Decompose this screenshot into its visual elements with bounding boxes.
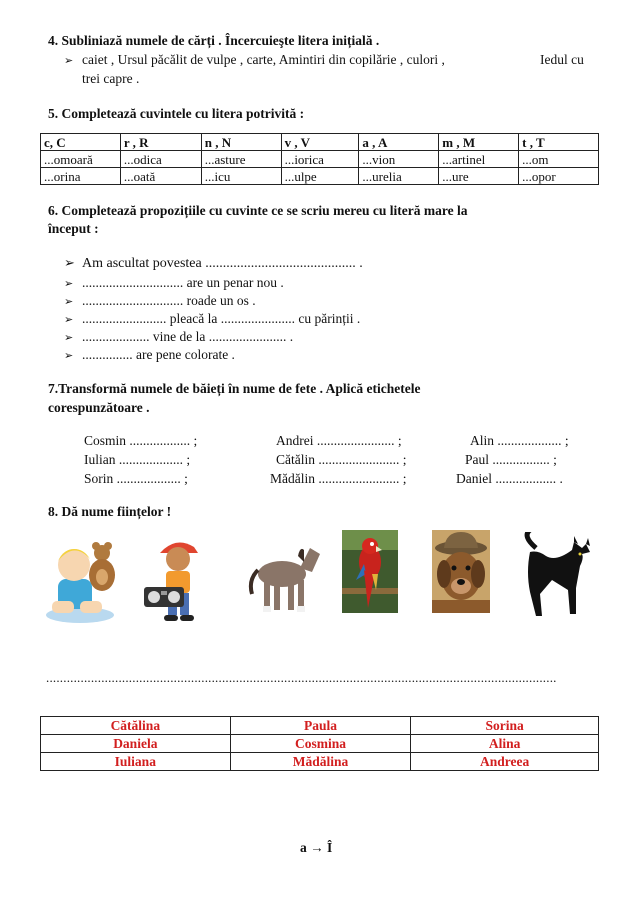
sentence-text: .............................. are un penar nou . [82,275,284,290]
table-cell: r , R [120,134,201,151]
table-cell: ...artinel [439,151,519,168]
table-cell: Daniela [41,735,231,753]
boy-name-row: Alin ................... ; [470,433,569,448]
table-cell: a , A [359,134,439,151]
table-cell: ...om [519,151,599,168]
list-item [64,293,256,309]
list-item [64,347,235,363]
table-cell: m , M [439,134,519,151]
boy-name-row: Sorin ................... ; [84,471,188,486]
ex4-words: caiet , Ursul păcălit de vulpe , carte, Amintiri din copilărie , culori , [82,52,445,67]
parrot-image [342,530,398,613]
ex4-line1 [64,52,445,68]
table-cell: ...ulpe [281,168,359,185]
table-row [41,735,599,753]
table-cell: ...icu [201,168,281,185]
table-cell: v , V [281,134,359,151]
ex4-line2: trei capre . [82,71,140,86]
ex7-title-line1: 7.Transformă numele de băieți în nume de fete . Aplică etichetele [48,381,421,396]
table-cell: ...omoară [41,151,121,168]
table-row [41,168,599,185]
list-item [64,275,284,291]
table-cell: ...oată [120,168,201,185]
table-cell: ...odica [120,151,201,168]
arrow-bullet-icon: ➢ [64,314,74,326]
arrow-bullet-icon: ➢ [64,255,75,270]
table-cell: ...urelia [359,168,439,185]
boy-name-row: Paul ................. ; [465,452,557,467]
arrow-bullet-icon: ➢ [64,278,74,290]
letters-table-header [41,134,599,151]
sentence-text: ............... are pene colorate . [82,347,235,362]
letters-table [40,133,599,185]
table-cell: Cosmina [230,735,411,753]
table-row [41,717,599,735]
list-item [64,311,360,327]
table-row [41,753,599,771]
black-cat-image [516,532,594,618]
table-cell: ...asture [201,151,281,168]
ex5-title: 5. Completează cuvintele cu litera potrivită : [48,106,305,121]
table-cell: Andreea [411,753,599,771]
table-row [41,151,599,168]
ex8-title: 8. Dă nume ființelor ! [48,504,172,519]
list-item [64,255,363,272]
boy-name-row: Cosmin .................. ; [84,433,198,448]
horse-image [246,540,326,615]
table-cell: Mădălina [230,753,411,771]
child-with-teddy-bear-image [40,535,126,625]
arrow-bullet-icon: ➢ [64,296,74,308]
boy-name-row: Iulian ................... ; [84,452,191,467]
ex6-title-line1: 6. Completează propozițiile cu cuvinte ce se scriu mereu cu literă mare la [48,203,468,218]
ex4-line1-end: Iedul cu [540,52,584,67]
table-cell: n , N [201,134,281,151]
sentence-text: ......................... pleacă la ...................... cu părinții . [82,311,361,326]
answer-dotted-line: .................................................................................................................................................... [46,670,557,685]
boy-name-row: Mădălin ........................ ; [270,471,407,486]
ex4-title: 4. Subliniază numele de cărți . Încercuieşte litera inițială . [48,33,380,48]
arrow-bullet-icon: ➢ [64,332,74,344]
table-cell: Sorina [411,717,599,735]
table-cell: ...vion [359,151,439,168]
table-cell: Cătălina [41,717,231,735]
boy-name-row: Daniel .................. . [456,471,563,486]
table-cell: t , T [519,134,599,151]
sentence-text: Am ascultat povestea ........................................... . [82,256,363,271]
table-cell: Alina [411,735,599,753]
sentence-text: .................... vine de la ....................... . [82,329,294,344]
table-cell: c, C [41,134,121,151]
boy-name-row: Cătălin ........................ ; [276,452,407,467]
table-cell: ...orina [41,168,121,185]
table-cell: Paula [230,717,411,735]
list-item [64,329,293,345]
boy-name-row: Andrei ....................... ; [276,433,402,448]
dog-with-hat-image [432,530,490,613]
arrow-bullet-icon: ➢ [64,350,74,362]
arrow-bullet-icon: ➢ [64,55,74,67]
sentence-text: .............................. roade un os . [82,293,256,308]
girl-names-table [40,716,599,771]
table-cell: ...iorica [281,151,359,168]
footer-label: a → Î [300,840,333,855]
ex6-title-line2: început : [48,221,99,236]
ex7-title-line2: corespunzătoare . [48,400,150,415]
table-cell: Iuliana [41,753,231,771]
boy-with-radio-image [138,535,218,625]
table-cell: ...opor [519,168,599,185]
table-cell: ...ure [439,168,519,185]
